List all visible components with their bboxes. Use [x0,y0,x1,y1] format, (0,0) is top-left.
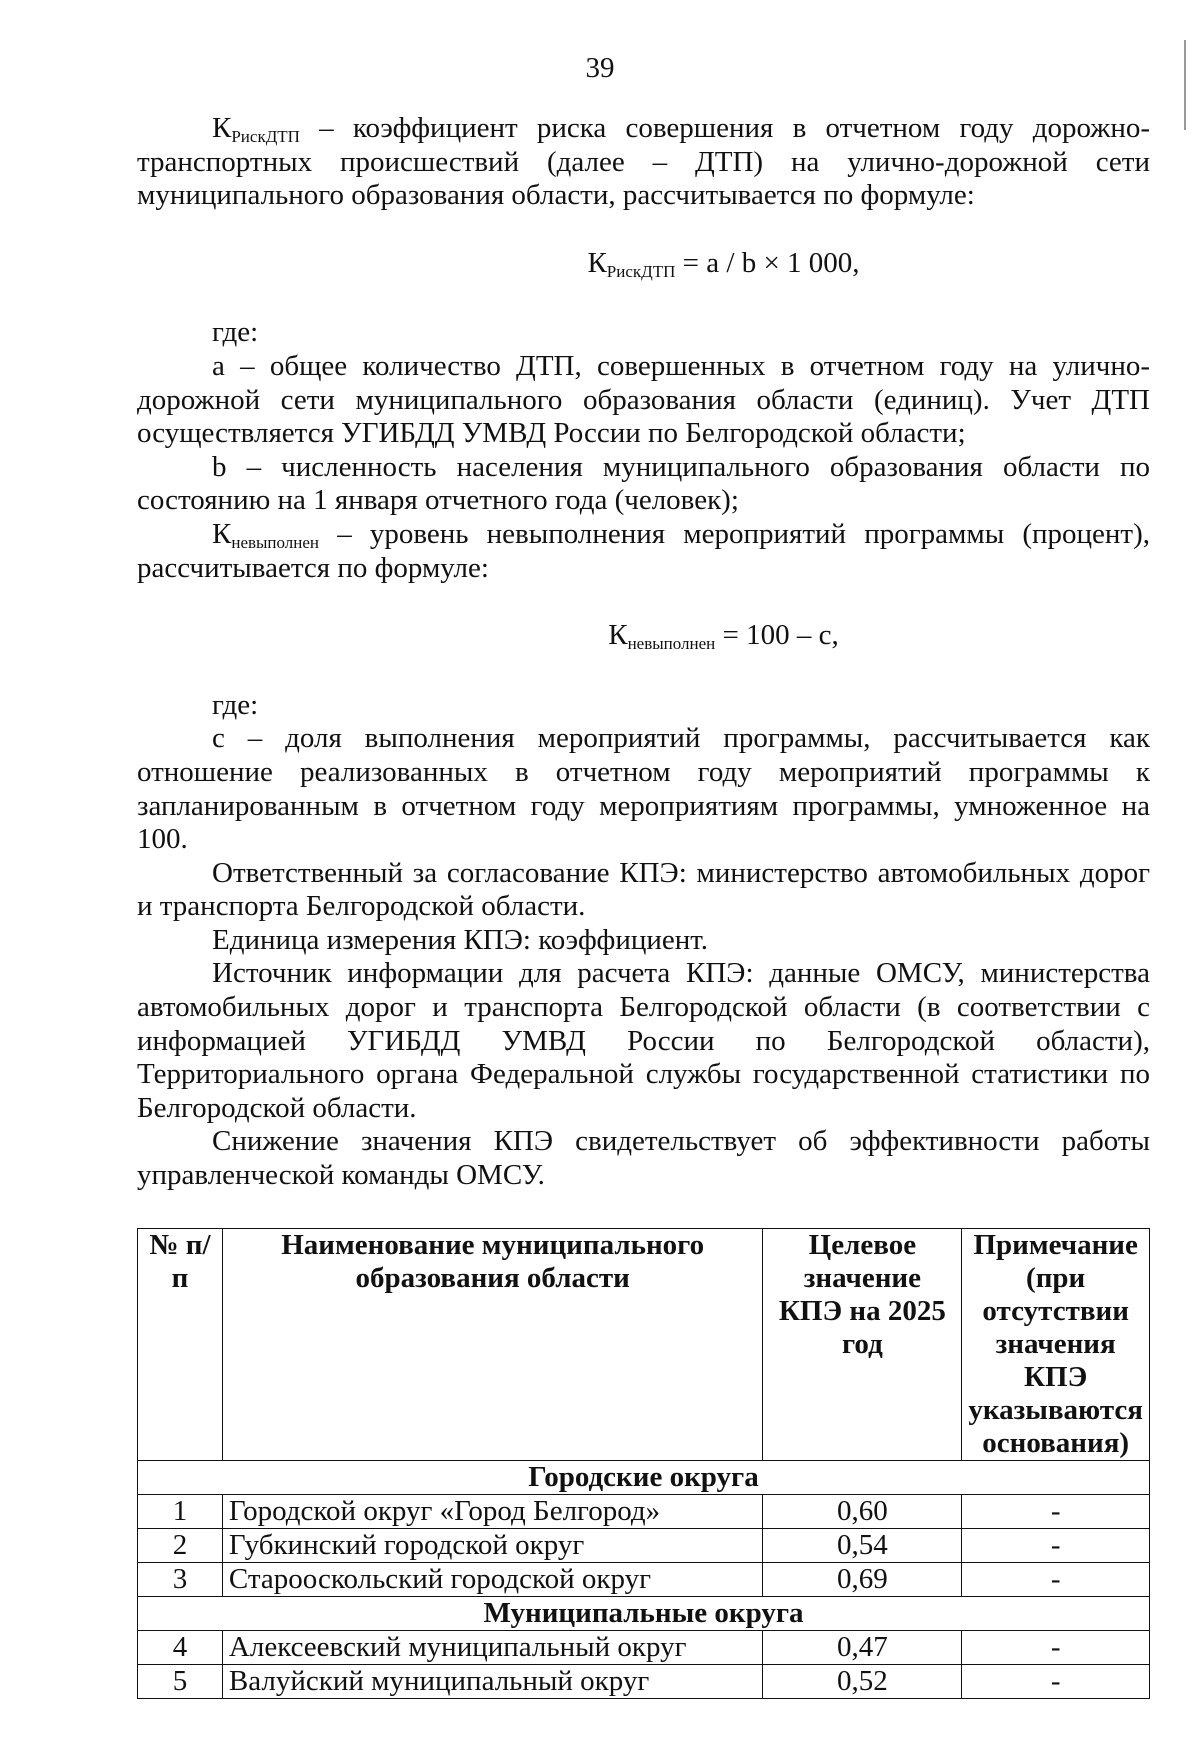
row-note: - [962,1529,1150,1563]
page-number: 39 [585,52,615,84]
k-nev-subscript: невыполнен [231,532,320,552]
header-name: Наименование муниципального образования области [222,1229,763,1461]
responsible-paragraph: Ответственный за согласование КПЭ: министерство автомобильных дорог и транспорта Белгородской области. [137,856,1150,923]
kpe-table [137,1228,1150,1699]
group-title: Городские округа [138,1461,1150,1495]
formula-risk-subscript: РискДТП [606,261,676,281]
table-row [138,1495,1150,1529]
where-label-2: где: [212,688,259,721]
row-value: 0,60 [763,1495,962,1529]
row-num: 5 [138,1665,223,1699]
row-note: - [962,1631,1150,1665]
table-row [138,1631,1150,1665]
row-name: Алексеевский муниципальный округ [222,1631,763,1665]
body-text [137,112,1150,1193]
k-nev-definition [137,518,1150,585]
header-num: № п/п [138,1229,223,1461]
header-target: Целевое значение КПЭ на 2025 год [763,1229,962,1461]
b-definition: b – численность населения муниципального образования области по состоянию на 1 января отчетного года (человек); [137,450,1150,517]
row-num: 3 [138,1563,223,1597]
k-risk-subscript: РискДТП [231,127,300,146]
formula-nev-symbol: К [608,619,628,652]
formula-risk [137,247,1150,281]
a-definition: а – общее количество ДТП, совершенных в отчетном году на улично-дорожной сети муниципального образования области (единиц). Учет ДТП осуществляется УГИБДД УМВД России по Белгородской области; [137,349,1150,450]
formula-risk-expression: = a / b × 1 000, [675,246,860,279]
row-value: 0,69 [763,1563,962,1597]
table-row [138,1665,1150,1699]
formula-nev-subscript: невыполнен [627,634,716,654]
group-title: Муниципальные округа [138,1597,1150,1631]
header-note-title: Примечание [973,1229,1138,1261]
row-note: - [962,1563,1150,1597]
row-value: 0,47 [763,1631,962,1665]
source-paragraph: Источник информации для расчета КПЭ: данные ОМСУ, министерства автомобильных дорог и транспорта Белгородской области (в соответствии с информацией УГИБДД УМВД России по Белгородской области), Территориального органа Федеральной службы государственной статистики по Белгородской области. [137,957,1150,1124]
c-definition: c – доля выполнения мероприятий программы, рассчитывается как отношение реализованных в отчетном году мероприятий программы к запланированным в отчетном году мероприятиям программы, умноженное на 100. [137,722,1150,856]
k-risk-definition [137,112,1150,213]
table-header-row [138,1229,1150,1461]
row-num: 1 [138,1495,223,1529]
row-name: Городской округ «Город Белгород» [222,1495,763,1529]
where-label-1: где: [212,316,259,349]
decrease-paragraph: Снижение значения КПЭ свидетельствует об эффективности работы управленческой команды ОМСУ. [137,1125,1150,1192]
row-num: 2 [138,1529,223,1563]
row-num: 4 [138,1631,223,1665]
k-risk-symbol: К [212,112,232,144]
k-nev-symbol: К [212,517,232,550]
row-name: Старооскольский городской округ [222,1563,763,1597]
header-note-sub: (при отсутствии значения КПЭ указываются основания) [968,1262,1143,1459]
row-value: 0,52 [763,1665,962,1699]
unit-paragraph: Единица измерения КПЭ: коэффициент. [212,923,709,956]
k-risk-text: – коэффициент риска совершения в отчетном году дорожно-транспортных происшествий (далее – ДТП) на улично-дорожной сети муниципального образования области, рассчитывается по формуле: [137,112,1150,212]
row-note: - [962,1665,1150,1699]
k-nev-text: – уровень невыполнения мероприятий программы (процент), рассчитывается по формуле: [137,517,1150,584]
table-row [138,1563,1150,1597]
formula-nev-expression: = 100 – c, [715,619,839,652]
header-note [962,1229,1150,1461]
group-row [138,1597,1150,1631]
row-name: Валуйский муниципальный округ [222,1665,763,1699]
row-value: 0,54 [763,1529,962,1563]
group-row [138,1461,1150,1495]
table-row [138,1529,1150,1563]
row-name: Губкинский городской округ [222,1529,763,1563]
row-note: - [962,1495,1150,1529]
formula-nev [137,619,1150,653]
table-body [138,1461,1150,1699]
formula-risk-symbol: К [587,246,607,279]
